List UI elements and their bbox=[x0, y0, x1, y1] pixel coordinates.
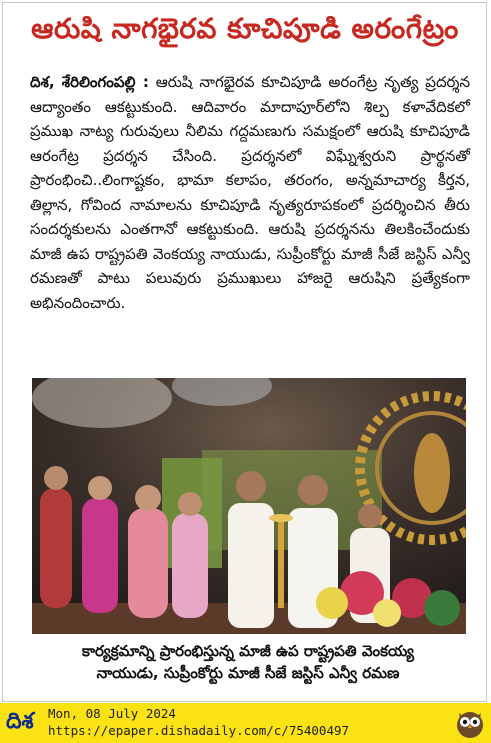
dateline: దిశ, శేరిలింగంపల్లి : bbox=[30, 73, 149, 91]
caption-line-2: నాయుడు, సుప్రీంకోర్టు మాజీ సీజే జస్టిస్ ఎన్వీ రమణ bbox=[96, 664, 400, 682]
headline: ఆరుషి నాగభైరవ కూచిపూడి అరంగేట్రం bbox=[31, 12, 459, 45]
photo-caption bbox=[28, 640, 468, 684]
article-body bbox=[30, 70, 470, 315]
footer-bar bbox=[0, 703, 491, 743]
disha-logo[interactable]: దిశ bbox=[6, 709, 34, 734]
event-photo bbox=[32, 378, 466, 634]
article-text: ఆరుషి నాగభైరవ కూచిపూడి అరంగేట్ర నృత్య ప్రదర్శన ఆద్యాంతం ఆకట్టుకుంది. ఆదివారం మాదాపూర్‌లోని శిల్ప కళావేదికలో ప్రముఖ నాట్య గురువులు నీలిమ గద్దమణుగు సమక్షంలో ఆరుషి కూచిపూడి ఆరంగేట్ర ప్రదర్శన చేసింది. ప్రదర్శనలో విఘ్నేశ్వరుని ప్రార్థనతో ప్రారంభించి..లింగాష్టకం, భామా కలాపం, తరంగం, అన్నమాచార్య కీర్తన, తిల్లాన, గోవింద నామాలను కూచిపూడి నృత్యరూపకంలో ప్రదర్శించిన తీరు సందర్శకులను ఎంతగానో ఆకట్టుకుంది. ఆరుషి ప్రదర్శనను తిలకించేందుకు మాజీ ఉప రాష్ట్రపతి వెంకయ్య నాయుడు, సుప్రీంకోర్టు మాజీ సీజే జస్టిస్ ఎన్వీ రమణతో పాటు పలువురు ప్రముఖులు హాజరై ఆరుషిని ప్రత్యేకంగా అభినందించారు. bbox=[30, 73, 470, 312]
publication-date: Mon, 08 July 2024 bbox=[48, 706, 176, 721]
owl-mascot-icon bbox=[455, 707, 485, 739]
epaper-link[interactable]: https://epaper.dishadaily.com/c/75400497 bbox=[48, 723, 350, 738]
event-photo-illustration bbox=[32, 378, 466, 634]
caption-line-1: కార్యక్రమాన్ని ప్రారంభిస్తున్న మాజీ ఉప రాష్ట్రపతి వెంకయ్య bbox=[82, 642, 414, 660]
